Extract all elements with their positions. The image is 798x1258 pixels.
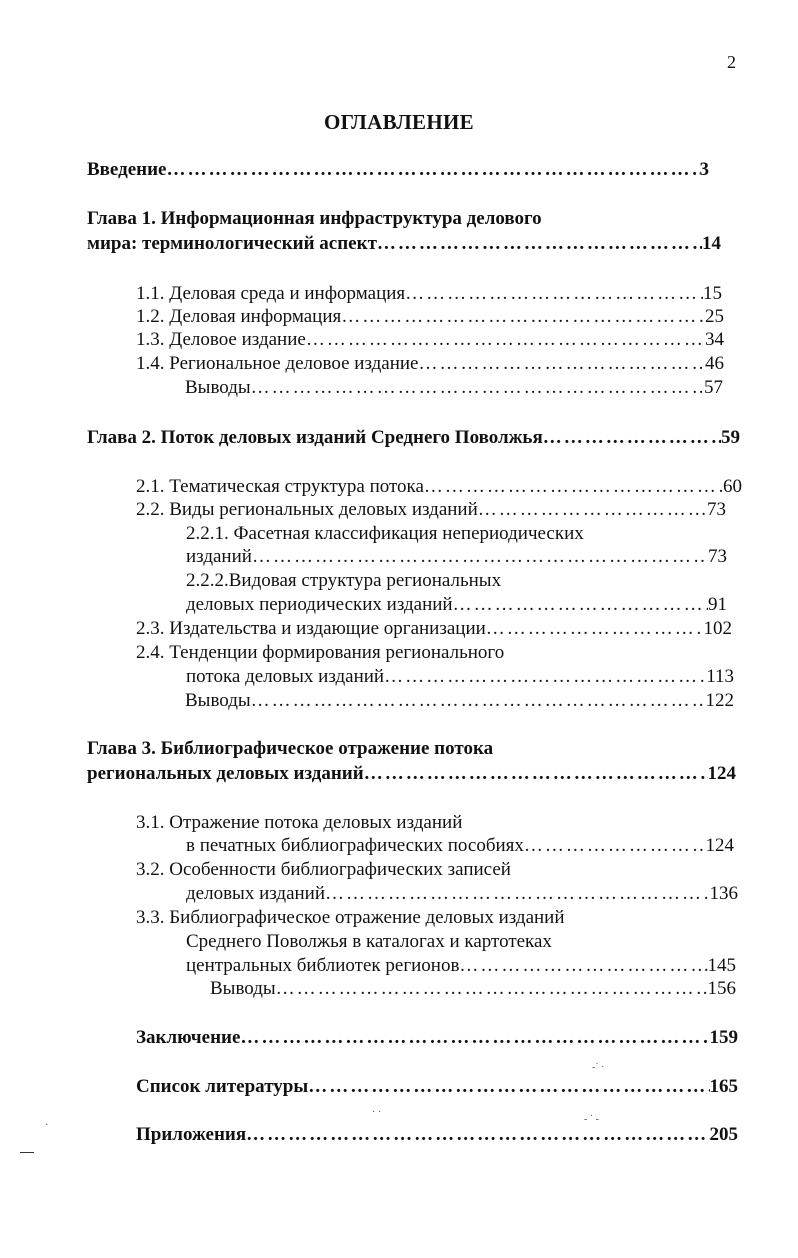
dot-leader	[251, 689, 706, 713]
entry-page: 46	[705, 353, 724, 374]
dot-leader	[424, 475, 723, 499]
entry-page: 59	[721, 427, 740, 448]
dot-leader	[308, 1075, 709, 1099]
entry-title: 1.2. Деловая информация	[136, 306, 342, 327]
toc-entry-3-1	[186, 834, 734, 858]
section-3-3-line2: Среднего Поволжья в каталогах и картотеках	[186, 931, 552, 952]
toc-title: ОГЛАВЛЕНИЕ	[324, 110, 474, 134]
entry-page: 73	[707, 499, 726, 520]
entry-page: 124	[707, 763, 736, 784]
dot-leader	[377, 232, 702, 256]
scan-speck: -˙ ·	[592, 1062, 605, 1073]
scan-speck: · ·	[372, 1107, 382, 1118]
dot-leader	[240, 1026, 709, 1050]
entry-title: Приложения	[136, 1124, 247, 1145]
entry-page: 34	[705, 329, 724, 350]
entry-page: 73	[708, 546, 727, 567]
toc-entry-2-4	[186, 665, 734, 689]
section-2-4-line1: 2.4. Тенденции формирования регионального	[136, 642, 505, 663]
toc-entry-conclusion	[136, 1026, 738, 1050]
entry-title: 1.4. Региональное деловое издание	[136, 353, 419, 374]
toc-entry-references	[136, 1075, 738, 1099]
entry-title: деловых изданий	[186, 883, 326, 904]
section-3-2-line1: 3.2. Особенности библиографических записей	[136, 859, 511, 880]
toc-entry-chapter-1	[87, 232, 721, 256]
toc-entry-2-2	[136, 498, 726, 522]
dot-leader	[251, 376, 704, 400]
entry-title: 2.2. Виды региональных деловых изданий	[136, 499, 478, 520]
toc-entry-1-3	[136, 328, 724, 352]
toc-entry-appendix	[136, 1123, 738, 1147]
scan-speck: ·	[45, 1120, 49, 1131]
entry-title: 1.3. Деловое издание	[136, 329, 306, 350]
toc-entry-chapter-3-conclusions	[210, 977, 736, 1001]
chapter-3-title-line1: Глава 3. Библиографическое отражение потока	[87, 738, 494, 759]
dot-leader	[246, 1123, 709, 1147]
dot-leader	[543, 426, 721, 450]
entry-title: деловых периодических изданий	[186, 594, 453, 615]
entry-title: 1.1. Деловая среда и информация	[136, 283, 406, 304]
toc-entry-chapter-2	[87, 426, 740, 450]
entry-page: 124	[705, 835, 734, 856]
dot-leader	[276, 977, 708, 1001]
page-number: 2	[727, 52, 736, 72]
toc-entry-chapter-1-conclusions	[185, 376, 723, 400]
dot-leader	[419, 352, 706, 376]
dot-leader	[453, 593, 708, 617]
entry-title: центральных библиотек регионов	[186, 955, 460, 976]
dot-leader	[405, 282, 703, 306]
entry-page: 156	[707, 978, 736, 999]
margin-mark	[20, 1152, 34, 1153]
entry-page: 3	[699, 159, 709, 180]
dot-leader	[384, 665, 706, 689]
entry-page: 136	[709, 883, 738, 904]
dot-leader	[252, 545, 708, 569]
toc-entry-chapter-2-conclusions	[185, 689, 734, 713]
scan-speck: - ˙ -	[584, 1114, 599, 1125]
entry-title: региональных деловых изданий	[87, 763, 364, 784]
entry-page: 60	[723, 476, 742, 497]
toc-entry-2-3	[136, 617, 732, 641]
entry-page: 15	[703, 283, 722, 304]
dot-leader	[478, 498, 707, 522]
subsection-2-2-1-line1: 2.2.1. Фасетная классификация непериодических	[186, 523, 584, 544]
dot-leader	[364, 762, 708, 786]
entry-title: Список литературы	[136, 1076, 309, 1097]
entry-page: 25	[705, 306, 724, 327]
dot-leader	[167, 158, 700, 182]
entry-title: 2.1. Тематическая структура потока	[136, 476, 424, 497]
toc-entry-1-1	[136, 282, 722, 306]
entry-page: 145	[707, 955, 736, 976]
entry-page: 122	[705, 690, 734, 711]
dot-leader	[306, 328, 705, 352]
dot-leader	[524, 834, 706, 858]
entry-title: изданий	[186, 546, 252, 567]
toc-entry-3-2	[186, 882, 738, 906]
chapter-1-title-line1: Глава 1. Информационная инфраструктура делового	[87, 208, 542, 229]
entry-title: Глава 2. Поток деловых изданий Среднего Поволжья	[87, 427, 543, 448]
toc-entry-1-2	[136, 305, 724, 329]
entry-title: Выводы	[185, 377, 251, 398]
entry-page: 91	[708, 594, 727, 615]
dot-leader	[486, 617, 704, 641]
toc-entry-introduction	[87, 158, 709, 182]
entry-page: 14	[702, 233, 721, 254]
entry-title: 2.3. Издательства и издающие организации	[136, 618, 486, 639]
section-3-1-line1: 3.1. Отражение потока деловых изданий	[136, 812, 463, 833]
toc-entry-2-2-1	[186, 545, 727, 569]
entry-page: 159	[709, 1027, 738, 1048]
toc-entry-1-4	[136, 352, 724, 376]
entry-page: 205	[709, 1124, 738, 1145]
entry-title: потока деловых изданий	[186, 666, 385, 687]
entry-title: мира: терминологический аспект	[87, 233, 377, 254]
entry-title: Заключение	[136, 1027, 241, 1048]
entry-title: Введение	[87, 159, 167, 180]
entry-title: в печатных библиографических пособиях	[186, 835, 524, 856]
toc-entry-3-3	[186, 954, 736, 978]
entry-page: 113	[706, 666, 734, 687]
dot-leader	[341, 305, 705, 329]
section-3-3-line1: 3.3. Библиографическое отражение деловых изданий	[136, 907, 565, 928]
toc-entry-2-1	[136, 475, 742, 499]
entry-title: Выводы	[185, 690, 251, 711]
entry-page: 57	[704, 377, 723, 398]
toc-entry-2-2-2	[186, 593, 727, 617]
entry-title: Выводы	[210, 978, 276, 999]
entry-page: 165	[709, 1076, 738, 1097]
entry-page: 102	[703, 618, 732, 639]
toc-entry-chapter-3	[87, 762, 736, 786]
dot-leader	[459, 954, 707, 978]
dot-leader	[325, 882, 709, 906]
subsection-2-2-2-line1: 2.2.2.Видовая структура региональных	[186, 570, 502, 591]
